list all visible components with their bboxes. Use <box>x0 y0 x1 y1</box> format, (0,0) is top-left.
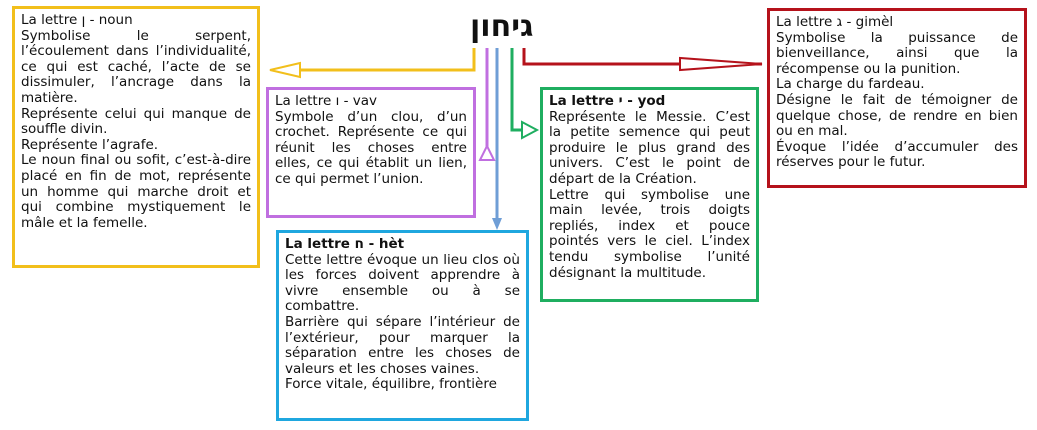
arrow-noun <box>270 63 300 77</box>
title-yod: La lettre י - yod <box>549 93 666 109</box>
noun-line-1: Symbolise le serpent, l’écoulement dans l’individualité, ce qui est caché, l’acte de se dissimuler, l’ancrage dans la matière. <box>21 27 251 106</box>
noun-line-4: Le noun final ou sofit, c’est-à-dire placé en fin de mot, représente un homme qui marche droit et qui combine mystiquement le mâle et la femelle. <box>21 152 251 231</box>
hebrew-word: גיחון <box>470 9 534 44</box>
het-line-1: Cette lettre évoque un lieu clos où les forces doivent apprendre à vivre ensemble ou à se combattre. <box>285 251 520 315</box>
noun-line-3: Représente l’agrafe. <box>21 136 159 153</box>
gimel-line-1: Symbolise la puissance de bienveillance, ainsi que la récompense ou la punition. <box>776 29 1018 77</box>
title-gimel: La lettre ג - gimèl <box>776 14 894 30</box>
arrow-vav <box>480 146 494 160</box>
noun-line-2: Représente celui qui manque de souffle divin. <box>21 105 251 138</box>
arrow-het <box>492 218 502 230</box>
het-line-2: Barrière qui sépare l’intérieur de l’extérieur, pour marquer la séparation entre les choses de valeurs et les choses vaines. <box>285 313 520 377</box>
yod-line-1: Représente le Messie. C’est la petite semence qui peut produire le plus grand des univers. C’est le point de départ de la Création. <box>549 108 750 187</box>
gimel-line-4: Évoque l’idée d’accumuler des réserves pour le futur. <box>776 138 1018 171</box>
arrow-yod <box>522 122 537 138</box>
box-letter-gimel <box>767 8 1027 188</box>
arrow-gimel <box>680 58 762 70</box>
title-het: La lettre ח - hèt <box>285 236 405 252</box>
box-letter-vav <box>266 87 476 218</box>
box-letter-yod <box>540 87 759 302</box>
het-line-3: Force vitale, équilibre, frontière <box>285 376 497 393</box>
title-noun: La lettre ן - noun <box>21 12 133 28</box>
connector-noun <box>272 48 474 70</box>
vav-line-1: Symbole d’un clou, d’un crochet. Représente ce qui réunit les choses entre elles, ce qui établit un lien, ce qui permet l’union. <box>275 108 467 187</box>
gimel-line-3: Désigne le fait de témoigner de quelque chose, de rendre en bien ou en mal. <box>776 91 1018 140</box>
title-vav: La lettre ו - vav <box>275 93 377 109</box>
box-letter-het <box>276 230 529 421</box>
box-letter-noun <box>12 6 260 268</box>
gimel-line-2: La charge du fardeau. <box>776 76 925 93</box>
yod-line-2: Lettre qui symbolise une main levée, trois doigts repliés, index et pouce pointés vers le ciel. L’index tendu symbolise l’unité désignant la multitude. <box>549 186 750 281</box>
